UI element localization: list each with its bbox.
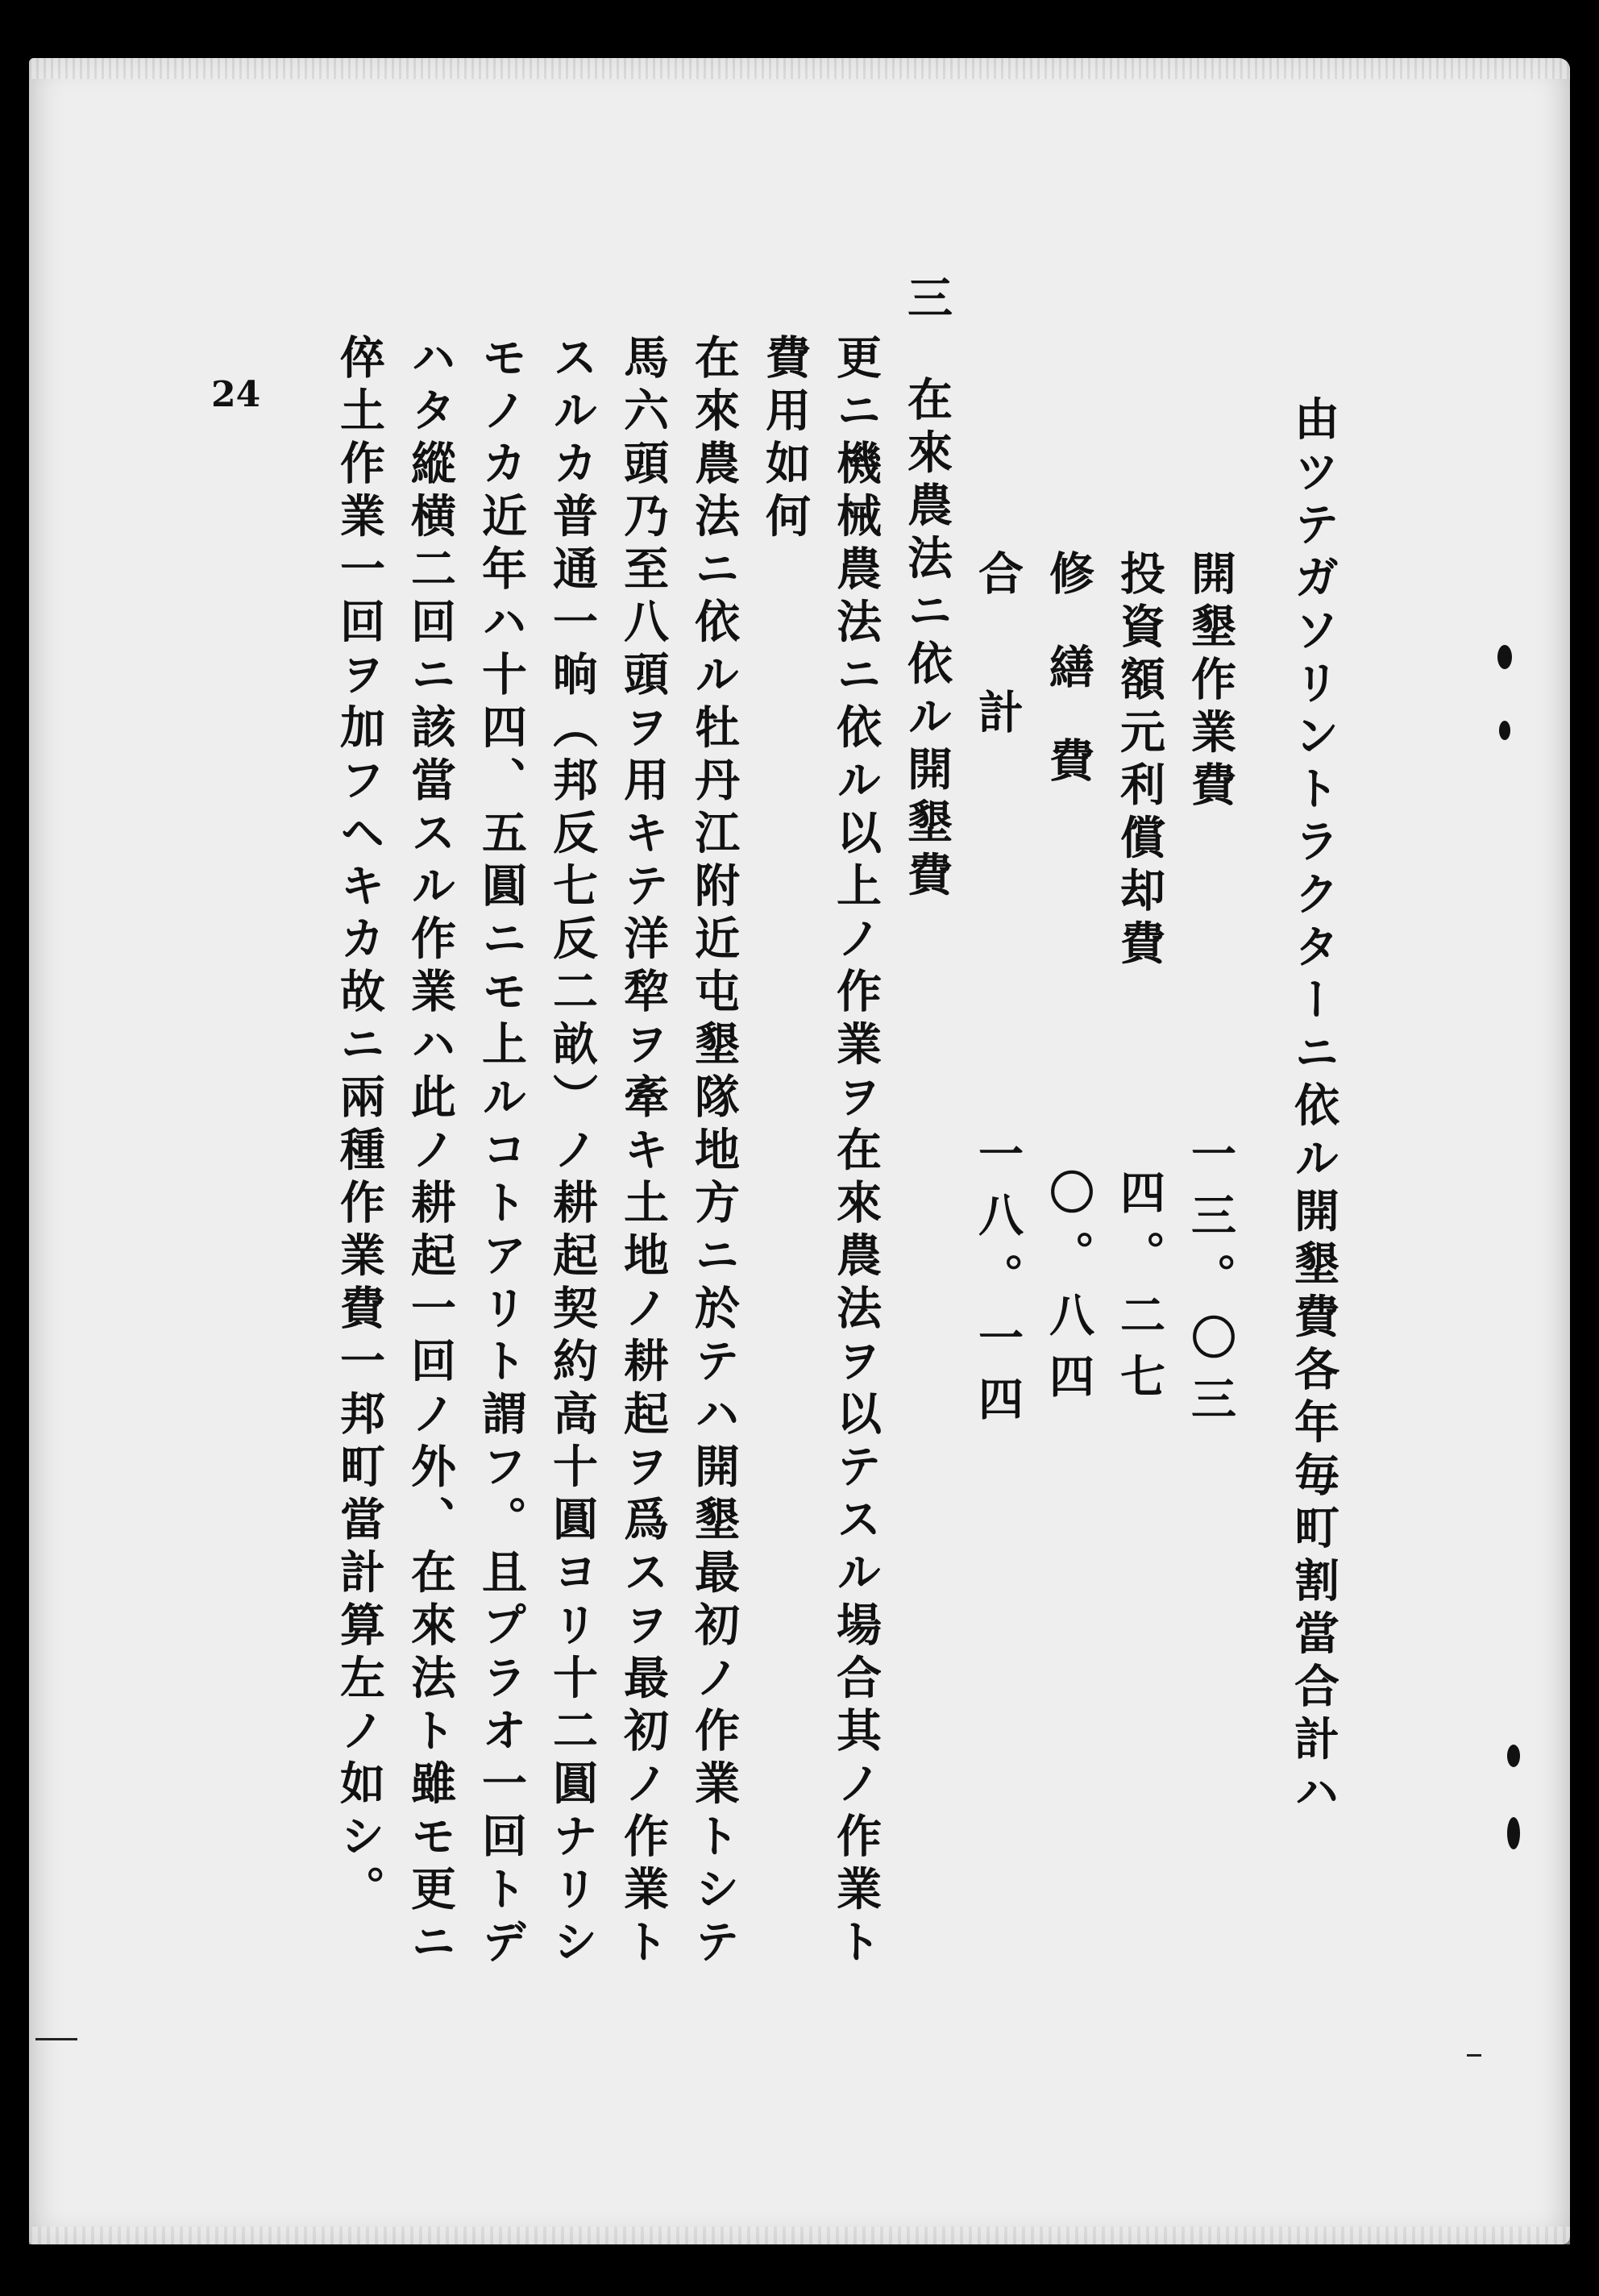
item-label-investment: 投資額元利償却費: [1113, 550, 1166, 972]
body-line-3: 在來農法ニ依ル牡丹江附近屯墾隊地方ニ於テハ開墾最初ノ作業トシテ: [687, 334, 741, 1971]
item-value-total: 一八。一四: [971, 1130, 1024, 1437]
item-label-total: 合 計: [971, 550, 1024, 758]
section-title: 在來農法ニ依ル開墾費: [900, 376, 953, 904]
item-value-labor: 一三。〇三: [1184, 1130, 1237, 1437]
document-page: [29, 58, 1570, 2244]
body-line-5: スルカ普通一晌（邦反七反二畝）ノ耕起契約高十圓ヨリ十二圓ナリシ: [546, 334, 599, 1971]
binding-mark: [1507, 1745, 1520, 1767]
binding-mark: [1499, 721, 1510, 740]
section-number: 三: [900, 274, 953, 327]
item-value-repair: 〇。八四: [1042, 1169, 1095, 1414]
body-line-7: ハタ縱横二回ニ該當スル作業ハ此ノ耕起一回ノ外、在來法ト雖モ更ニ: [404, 334, 457, 1971]
edge-dash: [35, 2038, 77, 2040]
body-line-2: 費用如何: [758, 334, 812, 545]
body-line-4: 馬六頭乃至八頭ヲ用キテ洋犂ヲ牽キ土地ノ耕起ヲ爲スヲ最初ノ作業ト: [617, 334, 670, 1971]
item-label-repair: 修繕費: [1042, 550, 1095, 830]
body-line-8: 倅土作業一回ヲ加フヘキカ故ニ兩種作業費一邦町當計算左ノ如シ。: [333, 334, 386, 1918]
heading-line: 由ツテガソリントラクターニ依ル開墾費各年毎町割當合計ハ: [1287, 395, 1340, 1821]
item-value-investment: 四。二七: [1113, 1169, 1166, 1414]
body-line-6: モノカ近年ハ十四、五圓ニモ上ルコトアリト謂フ。且プラオ一回トデ: [475, 334, 528, 1971]
item-label-labor: 開墾作業費: [1184, 550, 1237, 814]
binding-mark: [1507, 1817, 1520, 1849]
binding-mark: [1497, 645, 1512, 669]
page-number: 24: [211, 374, 261, 415]
body-line-1: 更ニ機械農法ニ依ル以上ノ作業ヲ在來農法ヲ以テスル場合其ノ作業ト: [829, 334, 883, 1971]
edge-dash: [1467, 2054, 1481, 2057]
